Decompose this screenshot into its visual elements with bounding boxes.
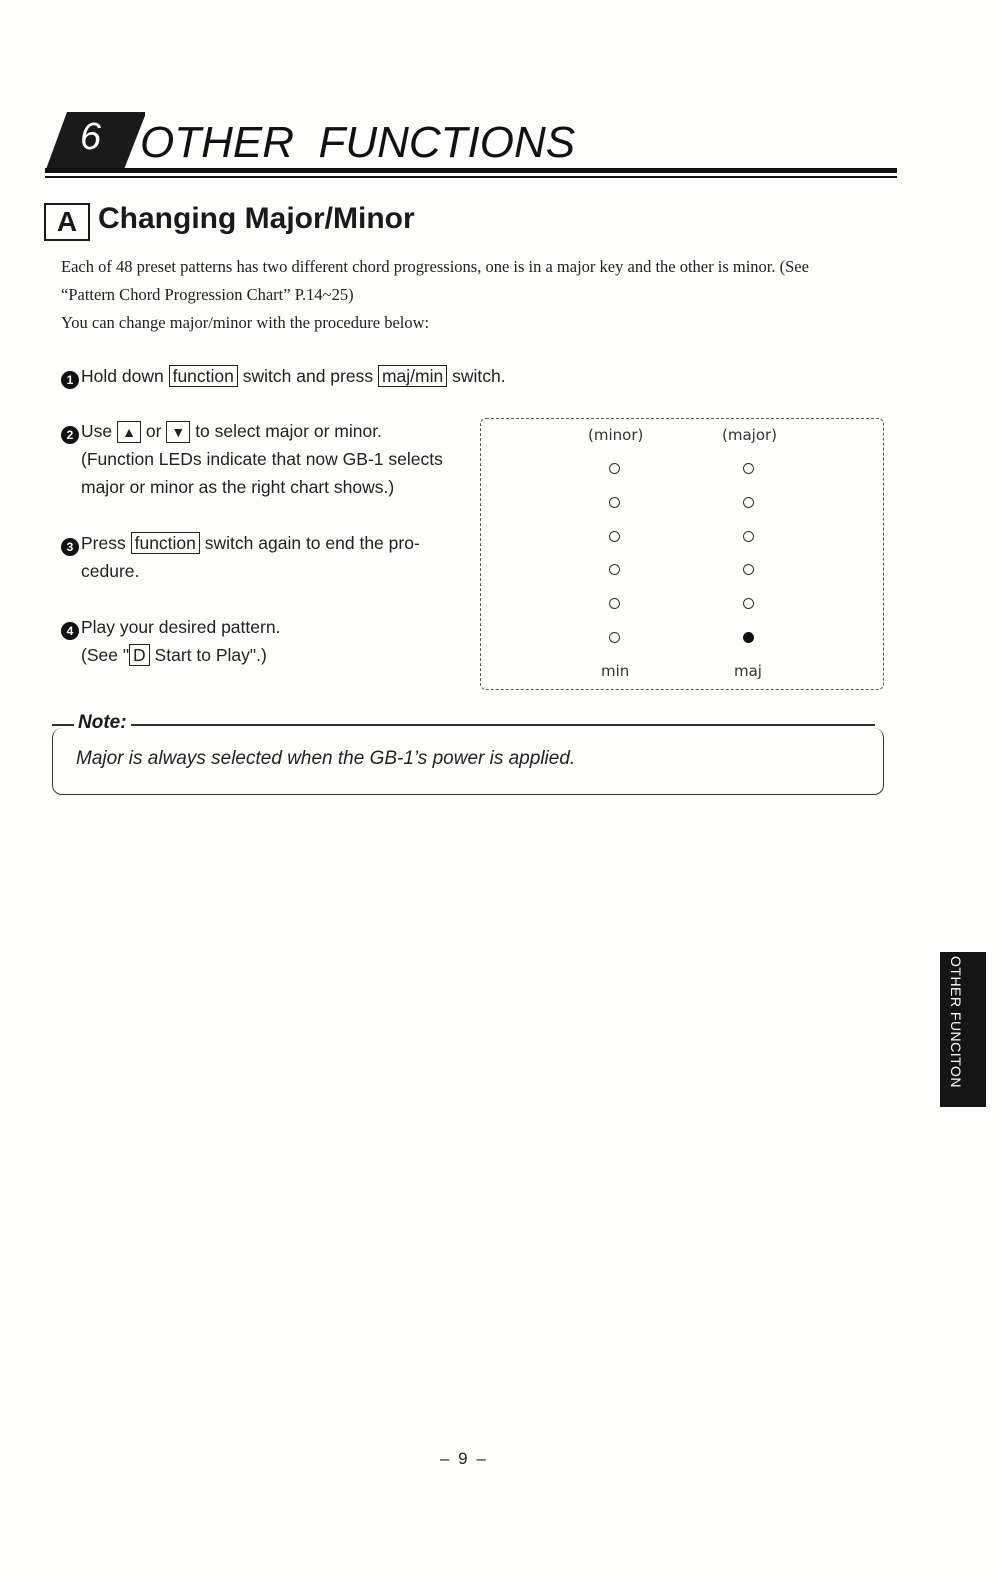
step-number-2: 2 [61, 426, 79, 444]
step-3-line-2: cedure. [81, 561, 140, 581]
side-tab [940, 952, 986, 1107]
major-column-footer: maj [734, 662, 762, 680]
minor-column-header: (minor) [588, 426, 644, 444]
step-2-text-or: or [145, 421, 162, 441]
chapter-number: 6 [80, 116, 102, 158]
step-number-1: 1 [61, 371, 79, 389]
step-number-3: 3 [61, 538, 79, 556]
up-arrow-key-icon: ▲ [117, 421, 141, 443]
minor-led-6 [609, 632, 620, 643]
chapter-rule-thin [45, 176, 897, 178]
step-3-text-pre: Press [81, 533, 126, 553]
major-column-header: (major) [722, 426, 778, 444]
chapter-title: OTHER FUNCTIONS [140, 118, 576, 167]
major-led-2 [743, 497, 754, 508]
section-letter-box: A [44, 203, 90, 241]
step-4-text-post: Start to Play".) [149, 645, 267, 665]
note-top-rule [130, 724, 875, 726]
maj-min-key-label: maj/min [378, 365, 447, 387]
intro-line-2: “Pattern Chord Progression Chart” P.14~25) [61, 285, 354, 304]
intro-line-1: Each of 48 preset patterns has two different chord progressions, one is in a major key and the other is minor. (See [61, 257, 809, 276]
step-2-text-post: to select major or minor. [195, 421, 382, 441]
page-number: – 9 – [440, 1449, 488, 1468]
minor-column-footer: min [601, 662, 630, 680]
step-4 [61, 613, 461, 669]
step-2-line-3: major or minor as the right chart shows.) [81, 477, 395, 497]
step-3 [61, 529, 461, 585]
minor-led-2 [609, 497, 620, 508]
minor-led-1 [609, 463, 620, 474]
major-led-3 [743, 531, 754, 542]
step-number-4: 4 [61, 622, 79, 640]
step-1 [61, 362, 506, 390]
led-chart [480, 418, 884, 690]
step-3-text-post: switch again to end the pro- [204, 533, 420, 553]
step-4-text-pre: (See " [81, 645, 130, 665]
function-key-label: function [169, 365, 238, 387]
function-key-label-2: function [131, 532, 200, 554]
note-text: Major is always selected when the GB-1’s power is applied. [76, 748, 576, 769]
chapter-rule [45, 168, 897, 173]
major-led-6 [743, 632, 754, 643]
down-arrow-key-icon: ▼ [166, 421, 190, 443]
major-led-1 [743, 463, 754, 474]
minor-led-3 [609, 531, 620, 542]
step-2-line-2: (Function LEDs indicate that now GB-1 selects [81, 449, 443, 469]
intro-paragraph [61, 253, 901, 337]
section-d-key-label: D [129, 644, 150, 666]
step-4-line-1: Play your desired pattern. [81, 617, 281, 637]
side-tab-label: OTHER FUNCITON [948, 956, 964, 1088]
step-1-text-mid: switch and press [242, 366, 374, 386]
note-label: Note: [62, 712, 131, 734]
step-1-text-post: switch. [452, 366, 506, 386]
section-title: Changing Major/Minor [98, 202, 415, 235]
step-2-text-pre: Use [81, 421, 113, 441]
step-1-text-pre: Hold down [81, 366, 164, 386]
intro-line-3: You can change major/minor with the procedure below: [61, 313, 430, 332]
step-2 [61, 417, 461, 501]
